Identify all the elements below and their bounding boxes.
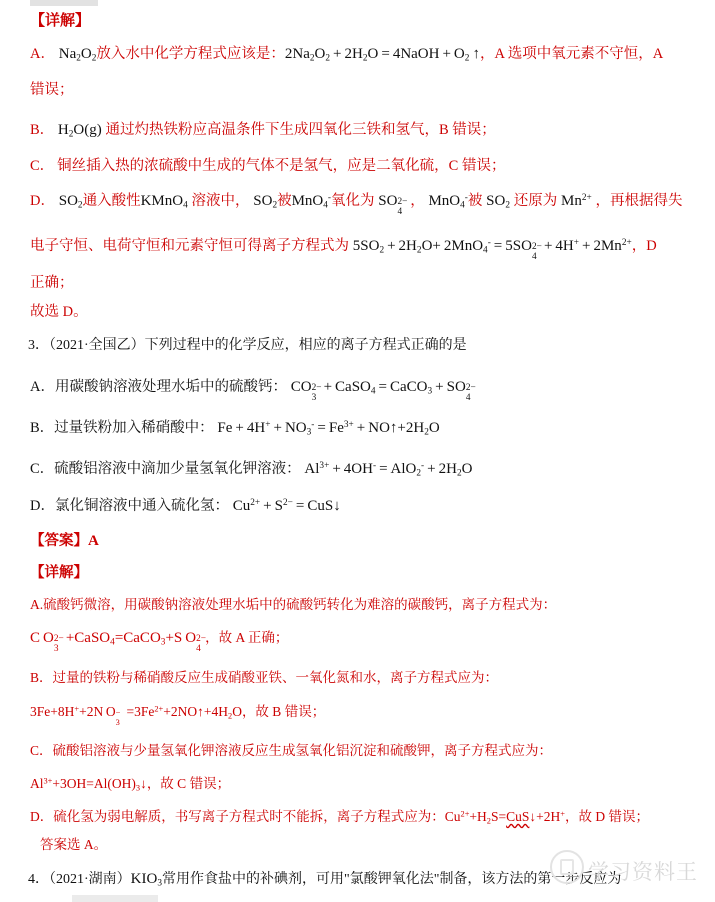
q3-answer-value: A	[88, 533, 99, 549]
q2-conclusion: 故选 D。	[30, 304, 88, 320]
q3-source: （2021·全国乙）	[49, 338, 145, 353]
q2-option-d-seg7: 还原为	[513, 193, 558, 209]
q3-option-c-label: C．	[30, 461, 55, 477]
page-edge-artifact-bottom	[72, 895, 158, 902]
q2-option-d-line3: 正确；	[30, 275, 74, 291]
q3-expl-a-equation-line: C O 2− 3 +CaSO$_4$=CaCO$_3$+S O 2− 4 ，故 A 正确；	[30, 630, 289, 654]
q2-option-d-seg6: 被	[467, 193, 483, 209]
q2-option-a-line2: 错误；	[30, 82, 74, 98]
q2-option-d-seg1: 通入酸性	[82, 193, 141, 209]
q2-option-d-line2-tail: ，D	[631, 238, 657, 254]
q2-option-d-label: D．	[30, 193, 55, 209]
q3-option-d-label: D．	[30, 498, 55, 514]
q3-expl-a-tail: ，故 A 正确；	[205, 630, 289, 645]
page-edge-artifact-top	[30, 0, 98, 6]
q3-expl-c-line1: C．硫酸铝溶液与少量氢氧化钾溶液反应生成氢氧化铝沉淀和硫酸钾，离子方程式应为：	[30, 743, 553, 758]
q3-option-b-label: B．	[30, 420, 55, 436]
q3-expl-b-equation-line: 3Fe+8H++2N O − 3 $=3Fe^{2+}+2NO$ ↑ $+4H_2O$，故 B 错误；	[30, 705, 325, 720]
q2-option-b-line: B． $H_2O(g)$ 通过灼热铁粉应高温条件下生成四氧化三铁和氢气，B 错误；	[30, 122, 496, 140]
q3-conclusion: 答案选 A。	[40, 837, 108, 852]
q3-option-a-label: A．	[30, 379, 55, 395]
q2-option-d-seg8: ，再根据得失	[595, 193, 683, 209]
q3-expl-d-line: D．硫化氢为弱电解质，书写离子方程式时不能拆，离子方程式应为：$Cu^{2+}+H_2S=CuS$ ↓ +2H+，故 D 错误；	[30, 810, 649, 825]
q4-quoted: 氯酸钾氧化法	[349, 872, 434, 887]
q3-option-a: A．用碳酸钠溶液处理水垢中的硫酸钙： CO 2− 3 + CaSO$_4$ = CaCO$_3$ + SO 2− 4	[30, 379, 476, 403]
q2-option-d-seg4: 氧化为	[331, 193, 375, 209]
q4-stem-line: 4．（2021·湖南）$KIO_3$常用作食盐中的补碘剂，可用"氯酸钾氧化法"制备，该方法的第一步反应为	[28, 871, 622, 889]
q2-option-d-seg2: 溶液中，	[191, 193, 250, 209]
q3-number: 3．	[28, 338, 49, 353]
q3-option-d-text: 氯化铜溶液中通入硫化氢：	[54, 498, 229, 514]
q2-option-a-line1: A． $Na_2O_2$放入水中化学方程式应该是：$2Na_2O_2 + 2H_2O$ = 4NaOH + $O_2$ ↑ ，A 选项中氧元素不守恒，A	[30, 47, 663, 62]
q3-expl-b-tail: ，故 B 错误；	[241, 704, 326, 719]
q3-expl-c-equation-line: $Al^{3+}+3OH=Al(OH)_3$ ↓ ，故 C 错误；	[30, 777, 230, 792]
q3-explanation-heading: 【详解】	[30, 565, 88, 581]
q3-answer-line	[30, 534, 99, 549]
q3-option-a-text: 用碳酸钠溶液处理水垢中的硫酸钙：	[54, 379, 287, 395]
q2-option-a-text2: ，A 选项中氧元素不守恒，A	[479, 46, 664, 62]
q4-number: 4．	[28, 872, 49, 887]
q4-source: （2021·湖南）	[49, 872, 131, 887]
q3-option-c: C．硫酸铝溶液中滴加少量氢氧化钾溶液： $Al^{3+} + 4OH^- = AlO_2^- + 2H_2O$	[30, 461, 473, 479]
q2-option-c-line	[30, 159, 505, 174]
q2-option-b-text: 通过灼热铁粉应高温条件下生成四氧化三铁和氢气，B 错误；	[105, 122, 496, 138]
q4-stem-1: 常用作食盐中的补碘剂，可用	[162, 872, 344, 887]
q2-option-d-line2: 电子守恒、电荷守恒和元素守恒可得离子方程式为 $5SO_2 + 2H_2O+ 2MnO_4^- = 5SO$ 2− 4 + $4H^+ + 2Mn^{2+}$，D	[30, 238, 657, 262]
q4-stem-2: 制备，该方法的第一步反应为	[439, 872, 622, 887]
q3-expl-d-head: D．硫化氢为弱电解质，书写离子方程式时不能拆，离子方程式应为：	[30, 809, 445, 824]
q2-option-c-label: C．	[30, 158, 55, 174]
q3-option-d: D．氯化铜溶液中通入硫化氢： $Cu^{2+} + S^{2-}$ = CuS ↓	[30, 499, 341, 514]
q3-answer-heading: 【答案】	[30, 533, 88, 549]
q3-expl-b-line1: B．过量的铁粉与稀硝酸反应生成硝酸亚铁、一氧化氮和水，离子方程式应为：	[30, 670, 499, 685]
q2-option-b-label: B．	[30, 122, 55, 138]
q2-option-c-text: 铜丝插入热的浓硫酸中生成的气体不是氢气，应是二氧化硫，C 错误；	[57, 158, 506, 174]
q3-option-b: B．过量铁粉加入稀硝酸中： $Fe + 4H^+ + NO_3^- = Fe^{3+}$ + NO ↑ $+2H_2O$	[30, 421, 440, 436]
q3-expl-d-tail: ，故 D 错误；	[564, 809, 649, 824]
q3-option-c-text: 硫酸铝溶液中滴加少量氢氧化钾溶液：	[54, 461, 301, 477]
q3-expl-a-line1: A.硫酸钙微溶，用碳酸钠溶液处理水垢中的硫酸钙转化为难溶的碳酸钙，离子方程式为：	[30, 597, 557, 612]
q3-stem-text: 下列过程中的化学反应，相应的离子方程式正确的是	[144, 338, 467, 353]
q3-option-b-text: 过量铁粉加入稀硝酸中：	[54, 420, 214, 436]
q2-option-a-text1: 放入水中化学方程式应该是：	[96, 46, 285, 62]
q2-option-d-seg3: 被	[277, 193, 292, 209]
q2-option-d-line1: D． $SO_2$通入酸性KMnO$_4$ 溶液中， $SO_2$被MnO$_4$-氧化为 SO 2− 4 ， MnO$_4$-被 $SO_2$ 还原为 $Mn^{2+}$ ，再根据得失	[30, 193, 683, 217]
q2-option-d-seg5: ，	[410, 193, 425, 209]
q2-option-a-label: A．	[30, 46, 55, 62]
q2-option-d-line2-text: 电子守恒、电荷守恒和元素守恒可得离子方程式为	[30, 238, 349, 254]
q2-explanation-heading: 【详解】	[30, 13, 91, 29]
q3-expl-c-tail: ，故 C 错误；	[146, 776, 231, 791]
watermark-text: 学习资料王	[588, 860, 698, 884]
q3-stem-line	[28, 339, 467, 353]
